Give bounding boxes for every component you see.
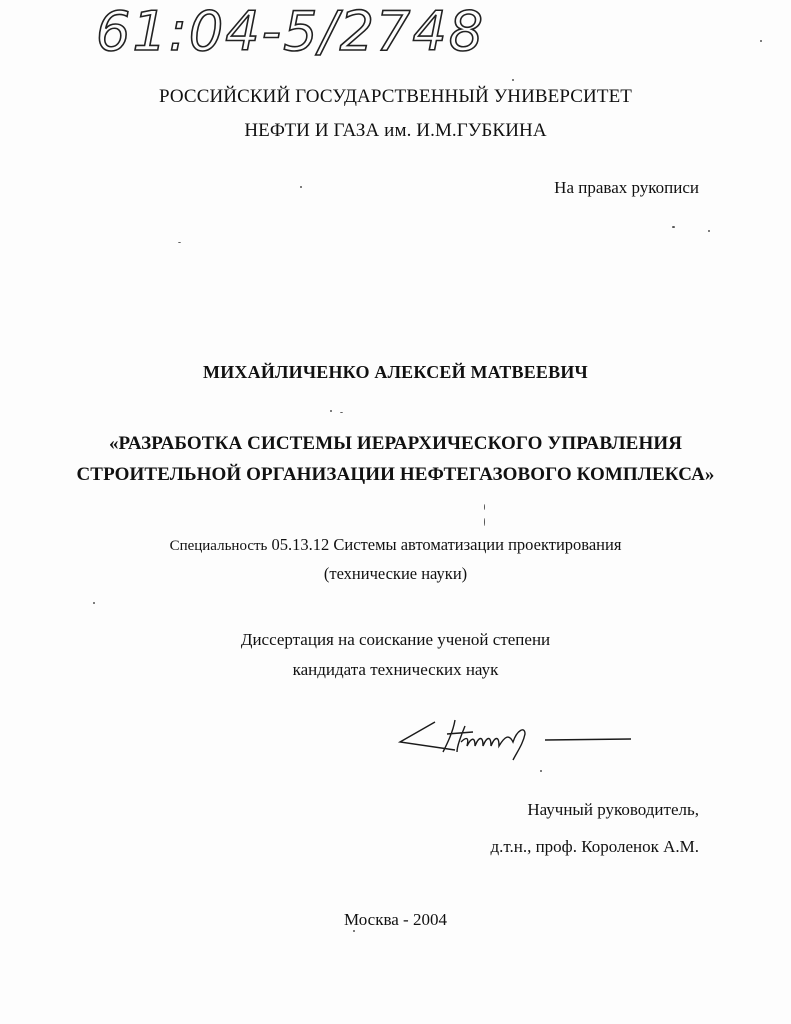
supervisor-label: Научный руководитель, (527, 800, 699, 819)
scan-speck (760, 40, 762, 42)
scan-speck (353, 930, 355, 932)
signature (395, 712, 635, 762)
university-name-line1: РОССИЙСКИЙ ГОСУДАРСТВЕННЫЙ УНИВЕРСИТЕТ (158, 86, 632, 107)
author-name: МИХАЙЛИЧЕНКО АЛЕКСЕЙ МАТВЕЕВИЧ (203, 362, 588, 382)
scan-speck (484, 518, 485, 526)
dissertation-degree-line1: Диссертация на соискание ученой степени (240, 630, 551, 649)
handwritten-archive-code (92, 0, 512, 60)
scan-speck (330, 410, 332, 412)
university-name-line2: НЕФТИ И ГАЗА им. И.М.ГУБКИНА (244, 120, 547, 141)
scan-speck (540, 770, 542, 772)
scan-speck (512, 79, 514, 81)
handwritten-code-text: 61:04-5/2748 (96, 0, 486, 60)
supervisor-name: д.т.н., проф. Короленок А.М. (490, 837, 699, 856)
scan-speck (708, 230, 710, 232)
scan-speck (300, 186, 302, 188)
scan-speck (484, 504, 485, 510)
dissertation-degree-line2: кандидата технических наук (292, 660, 499, 679)
rights-note: На правах рукописи (554, 178, 699, 197)
dissertation-title-line1: «РАЗРАБОТКА СИСТЕМЫ ИЕРАРХИЧЕСКОГО УПРАВЛЕНИЯ (108, 433, 683, 454)
scan-speck (93, 602, 95, 604)
scan-speck (672, 226, 675, 228)
specialty-line (0, 535, 791, 555)
dissertation-title-line2: СТРОИТЕЛЬНОЙ ОРГАНИЗАЦИИ НЕФТЕГАЗОВОГО КОМПЛЕКСА» (76, 464, 715, 485)
specialty-field: (технические науки) (323, 564, 468, 583)
scan-speck (178, 242, 181, 243)
city-year: Москва - 2004 (344, 910, 447, 929)
specialty-code: 05.13.12 Системы автоматизации проектирования (271, 535, 622, 554)
specialty-label: Специальность (169, 538, 268, 554)
scan-speck (340, 412, 343, 413)
